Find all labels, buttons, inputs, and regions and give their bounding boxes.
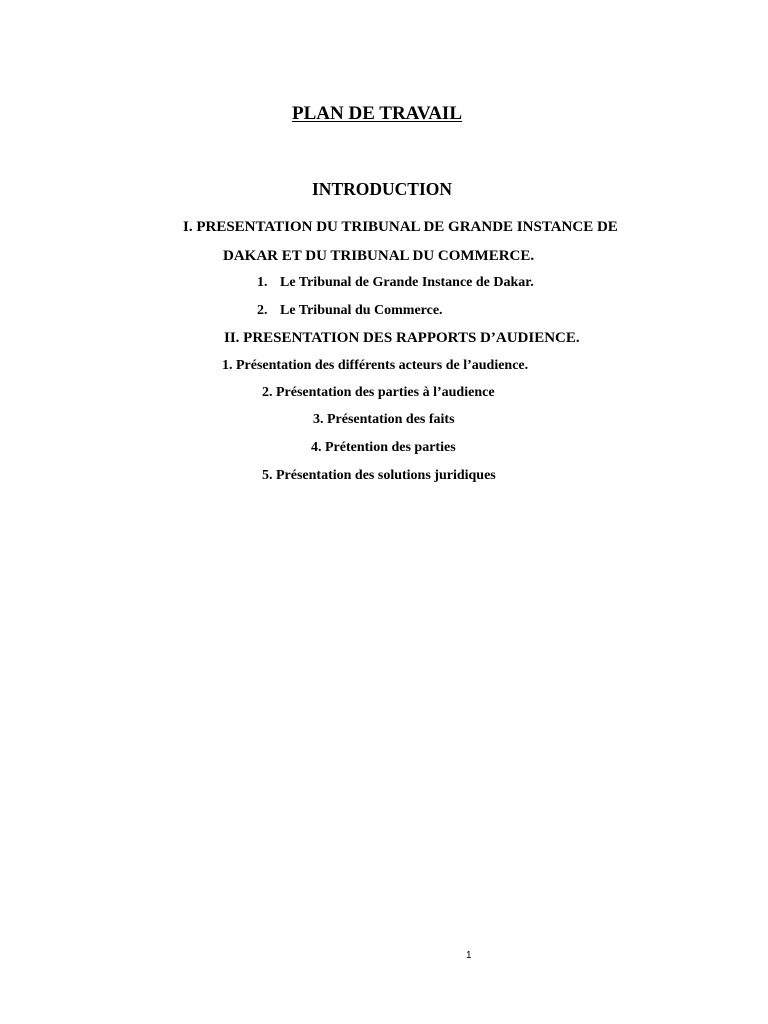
section1-heading-line1: I. PRESENTATION DU TRIBUNAL DE GRANDE INSTANCE DE [183, 219, 618, 235]
list-item-number: 1. [257, 275, 268, 290]
section2-list-item: 4. Prétention des parties [311, 440, 456, 455]
section1-list-item [257, 304, 443, 318]
section2-heading: II. PRESENTATION DES RAPPORTS D’AUDIENCE. [224, 330, 580, 346]
section2-list-item: 5. Présentation des solutions juridiques [262, 468, 496, 483]
introduction-heading: INTRODUCTION [312, 179, 453, 199]
list-item-number: 2. [257, 303, 268, 318]
section1-heading-line2: DAKAR ET DU TRIBUNAL DU COMMERCE. [223, 248, 535, 264]
section2-list-item: 1. Présentation des différents acteurs de l’audience. [222, 358, 529, 373]
section1-list-item [257, 276, 534, 290]
page-number: 1 [466, 950, 472, 961]
list-item-text: Le Tribunal du Commerce. [280, 303, 443, 318]
list-item-text: Le Tribunal de Grande Instance de Dakar. [280, 275, 534, 290]
document-title: PLAN DE TRAVAIL [292, 103, 462, 124]
section2-list-item: 2. Présentation des parties à l’audience [262, 385, 495, 400]
section2-list-item: 3. Présentation des faits [313, 412, 455, 427]
